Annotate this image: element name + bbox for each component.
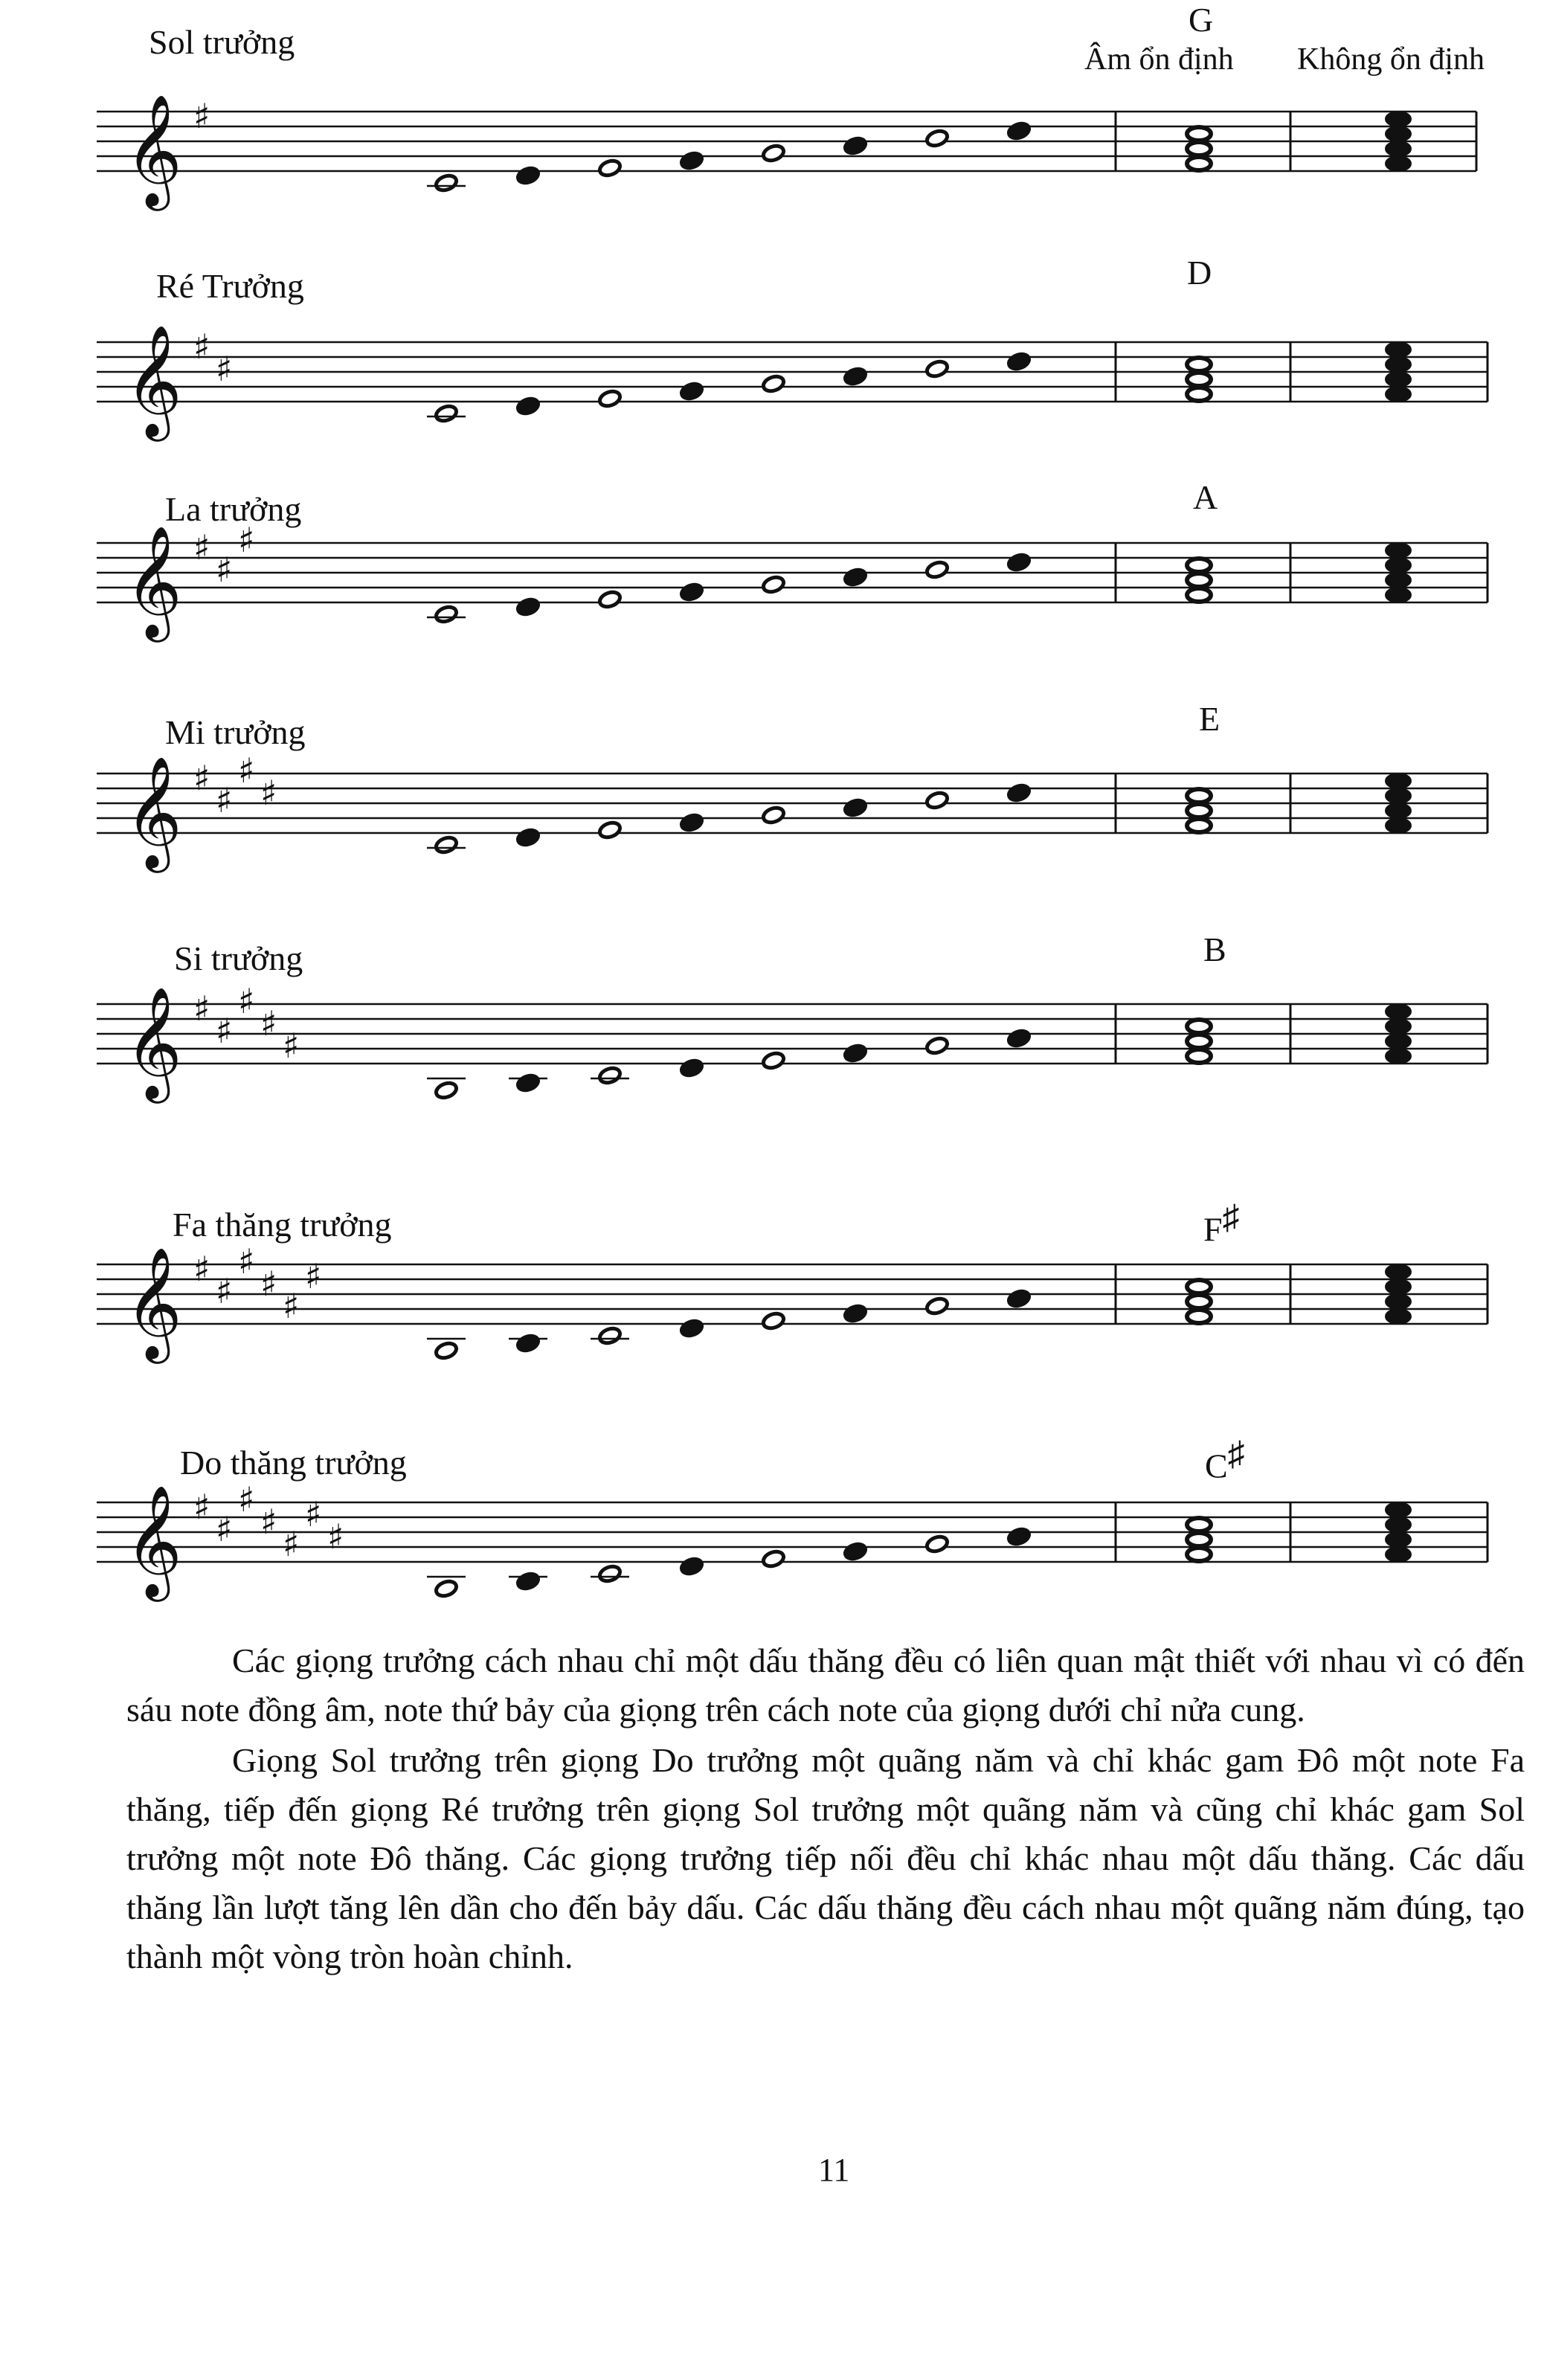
- chord-note: [1187, 373, 1211, 386]
- note-head: [434, 173, 458, 193]
- note-head: [843, 1542, 867, 1561]
- chord-note: [1386, 774, 1410, 788]
- note-head: [434, 1341, 458, 1360]
- treble-clef-icon: 𝄞: [125, 524, 182, 637]
- note-head: [680, 1319, 704, 1338]
- unstable-header: Không ổn định: [1297, 42, 1485, 77]
- chord-letter: F: [1203, 1210, 1223, 1249]
- note-head: [762, 144, 785, 163]
- chord-note: [1187, 573, 1211, 587]
- note-head: [925, 1036, 949, 1055]
- sharp-icon: ♯: [238, 981, 255, 1021]
- chord-note: [1187, 588, 1211, 602]
- note-head: [843, 567, 867, 587]
- chord-name-b: B: [1203, 930, 1226, 968]
- scale-title-csharp: Do thăng trưởng: [180, 1444, 407, 1482]
- chord-note: [1386, 112, 1410, 126]
- chord-note: [1386, 1503, 1410, 1517]
- note-head: [598, 389, 622, 408]
- chord-note: [1187, 789, 1211, 803]
- chord-note: [1386, 1035, 1410, 1048]
- note-head: [516, 1073, 540, 1093]
- note-head: [598, 590, 622, 609]
- note-head: [1007, 1527, 1031, 1546]
- note-head: [843, 367, 867, 386]
- chord-note: [1386, 127, 1410, 141]
- note-head: [762, 1051, 785, 1070]
- chord-note: [1187, 387, 1211, 401]
- chord-note: [1386, 1533, 1410, 1546]
- sharp-icon: ♯: [305, 1494, 322, 1534]
- note-head: [1007, 1029, 1031, 1048]
- note-head: [762, 1311, 785, 1331]
- note-head: [680, 1557, 704, 1576]
- chord-note: [1187, 819, 1211, 832]
- note-head: [434, 835, 458, 855]
- chord-name-g: G: [1189, 1, 1214, 39]
- note-head: [1007, 1289, 1031, 1308]
- note-head: [1007, 783, 1031, 803]
- sharp-icon: ♯: [193, 96, 210, 136]
- chord-name-e: E: [1199, 700, 1220, 738]
- sharp-icon: ♯: [193, 1487, 210, 1527]
- chord-note: [1386, 819, 1410, 832]
- note-head: [680, 582, 704, 602]
- note-head: [516, 1334, 540, 1353]
- sharp-icon: ♯: [216, 780, 233, 820]
- chord-note: [1386, 1548, 1410, 1561]
- chord-note: [1386, 1280, 1410, 1293]
- note-head: [434, 605, 458, 624]
- sharp-icon: ♯: [193, 758, 210, 798]
- sharp-icon: ♯: [216, 1271, 233, 1311]
- sharp-icon: ♯: [260, 1502, 277, 1542]
- chord-note: [1386, 559, 1410, 572]
- scale-title-e: Mi trưởng: [165, 713, 306, 751]
- note-head: [843, 136, 867, 155]
- chord-note: [1386, 343, 1410, 356]
- note-head: [843, 1043, 867, 1063]
- scale-title-fsharp: Fa thăng trưởng: [173, 1206, 392, 1244]
- paragraph-2: Giọng Sol trưởng trên giọng Do trưởng một quãng năm và chỉ khác gam Đô một note Fa thăng, tiếp đến giọng Ré trưởng trên giọng Sol trưởng một quãng năm và cũng chỉ khác gam Sol trưởng một note Đô thăng. Các giọng trưởng tiếp nối đều chỉ khác nhau một dấu thăng. Các dấu thăng lần lượt tăng lên dần cho đến bảy dấu. Các dấu thăng đều cách nhau một quãng năm đúng, tạo thành một vòng tròn hoàn chỉnh.: [126, 1741, 1525, 1975]
- sharp-icon: ♯: [260, 773, 277, 813]
- scale-title-g: Sol trưởng: [149, 23, 295, 61]
- note-head: [598, 158, 622, 178]
- chord-note: [1386, 1005, 1410, 1018]
- sharp-icon: ♯: [216, 550, 233, 590]
- chord-name-a: A: [1193, 478, 1218, 516]
- note-head: [516, 597, 540, 617]
- note-head: [1007, 553, 1031, 572]
- note-head: [843, 1304, 867, 1323]
- chord-note: [1386, 1310, 1410, 1323]
- treble-clef-icon: 𝄞: [125, 1246, 182, 1359]
- chord-note: [1187, 1518, 1211, 1531]
- chord-note: [1187, 358, 1211, 371]
- chord-note: [1386, 588, 1410, 602]
- chord-note: [1386, 1265, 1410, 1279]
- scale-title-a: La trưởng: [165, 490, 302, 528]
- chord-note: [1187, 127, 1211, 141]
- note-head: [516, 396, 540, 416]
- chord-note: [1187, 1548, 1211, 1561]
- note-head: [762, 374, 785, 393]
- chord-note: [1386, 1049, 1410, 1063]
- chord-note: [1386, 789, 1410, 803]
- sharp-icon: ♯: [305, 1256, 322, 1296]
- chord-note: [1386, 1518, 1410, 1531]
- sharp-icon: ♯: [283, 1026, 300, 1066]
- chord-note: [1187, 142, 1211, 155]
- note-head: [598, 1066, 622, 1085]
- chord-note: [1187, 157, 1211, 170]
- note-head: [434, 1579, 458, 1598]
- stable-header: Âm ổn định: [1084, 42, 1234, 77]
- scale-title-d: Ré Trưởng: [156, 267, 304, 305]
- chord-name-d: D: [1187, 254, 1212, 292]
- sharp-icon: ♯: [283, 1286, 300, 1326]
- sharp-icon: ♯: [216, 1011, 233, 1051]
- note-head: [598, 1326, 622, 1345]
- treble-clef-icon: 𝄞: [125, 93, 182, 206]
- treble-clef-icon: 𝄞: [125, 985, 182, 1099]
- note-head: [762, 805, 785, 825]
- note-head: [925, 1534, 949, 1554]
- sharp-icon: ♯: [327, 1517, 344, 1557]
- chord-note: [1187, 1035, 1211, 1048]
- chord-note: [1386, 373, 1410, 386]
- note-head: [680, 151, 704, 170]
- note-head: [1007, 352, 1031, 371]
- chord-letter: C: [1205, 1447, 1228, 1485]
- chord-note: [1386, 142, 1410, 155]
- note-head: [516, 166, 540, 185]
- treble-clef-icon: 𝄞: [125, 1484, 182, 1597]
- chord-note: [1386, 544, 1410, 557]
- chord-accidental: ♯: [1222, 1198, 1240, 1236]
- scale-title-b: Si trưởng: [174, 939, 303, 977]
- note-head: [762, 575, 785, 594]
- note-head: [843, 798, 867, 817]
- note-head: [925, 1296, 949, 1316]
- note-head: [434, 404, 458, 423]
- sharp-icon: ♯: [193, 988, 210, 1029]
- chord-note: [1187, 1295, 1211, 1308]
- chord-note: [1187, 1533, 1211, 1546]
- sharp-icon: ♯: [216, 349, 233, 389]
- page-number: 11: [818, 2152, 850, 2188]
- chord-note: [1187, 804, 1211, 817]
- note-head: [680, 382, 704, 401]
- chord-note: [1187, 1020, 1211, 1033]
- chord-note: [1187, 559, 1211, 572]
- chord-note: [1386, 804, 1410, 817]
- sharp-icon: ♯: [260, 1264, 277, 1304]
- chord-note: [1187, 1310, 1211, 1323]
- note-head: [516, 1572, 540, 1591]
- paragraph-1: Các giọng trưởng cách nhau chỉ một dấu thăng đều có liên quan mật thiết với nhau vì có đến sáu note đồng âm, note thứ bảy của giọng trên cách note của giọng dưới chỉ nửa cung.: [126, 1641, 1525, 1728]
- sharp-icon: ♯: [238, 1241, 255, 1281]
- note-head: [1007, 121, 1031, 141]
- sharp-icon: ♯: [238, 750, 255, 791]
- chord-note: [1187, 1049, 1211, 1063]
- note-head: [925, 129, 949, 148]
- note-head: [516, 828, 540, 847]
- chord-note: [1386, 1295, 1410, 1308]
- note-head: [762, 1549, 785, 1569]
- chord-note: [1386, 157, 1410, 170]
- chord-note: [1386, 1020, 1410, 1033]
- note-head: [925, 560, 949, 579]
- note-head: [925, 359, 949, 379]
- treble-clef-icon: 𝄞: [125, 324, 182, 437]
- sharp-icon: ♯: [238, 1479, 255, 1519]
- treble-clef-icon: 𝄞: [125, 755, 182, 868]
- sharp-icon: ♯: [216, 1509, 233, 1549]
- note-head: [598, 1564, 622, 1583]
- sharp-icon: ♯: [260, 1003, 277, 1043]
- sharp-icon: ♯: [193, 1249, 210, 1289]
- chord-note: [1187, 1280, 1211, 1293]
- chord-note: [1386, 387, 1410, 401]
- body-text: [126, 1636, 1525, 1981]
- sharp-icon: ♯: [193, 327, 210, 367]
- sharp-icon: ♯: [238, 520, 255, 560]
- chord-note: [1386, 358, 1410, 371]
- note-head: [434, 1081, 458, 1100]
- chord-accidental: ♯: [1227, 1435, 1245, 1473]
- note-head: [925, 791, 949, 810]
- chord-note: [1386, 573, 1410, 587]
- sharp-icon: ♯: [193, 527, 210, 567]
- note-head: [598, 820, 622, 840]
- note-head: [680, 1058, 704, 1078]
- note-head: [680, 813, 704, 832]
- sharp-icon: ♯: [283, 1524, 300, 1564]
